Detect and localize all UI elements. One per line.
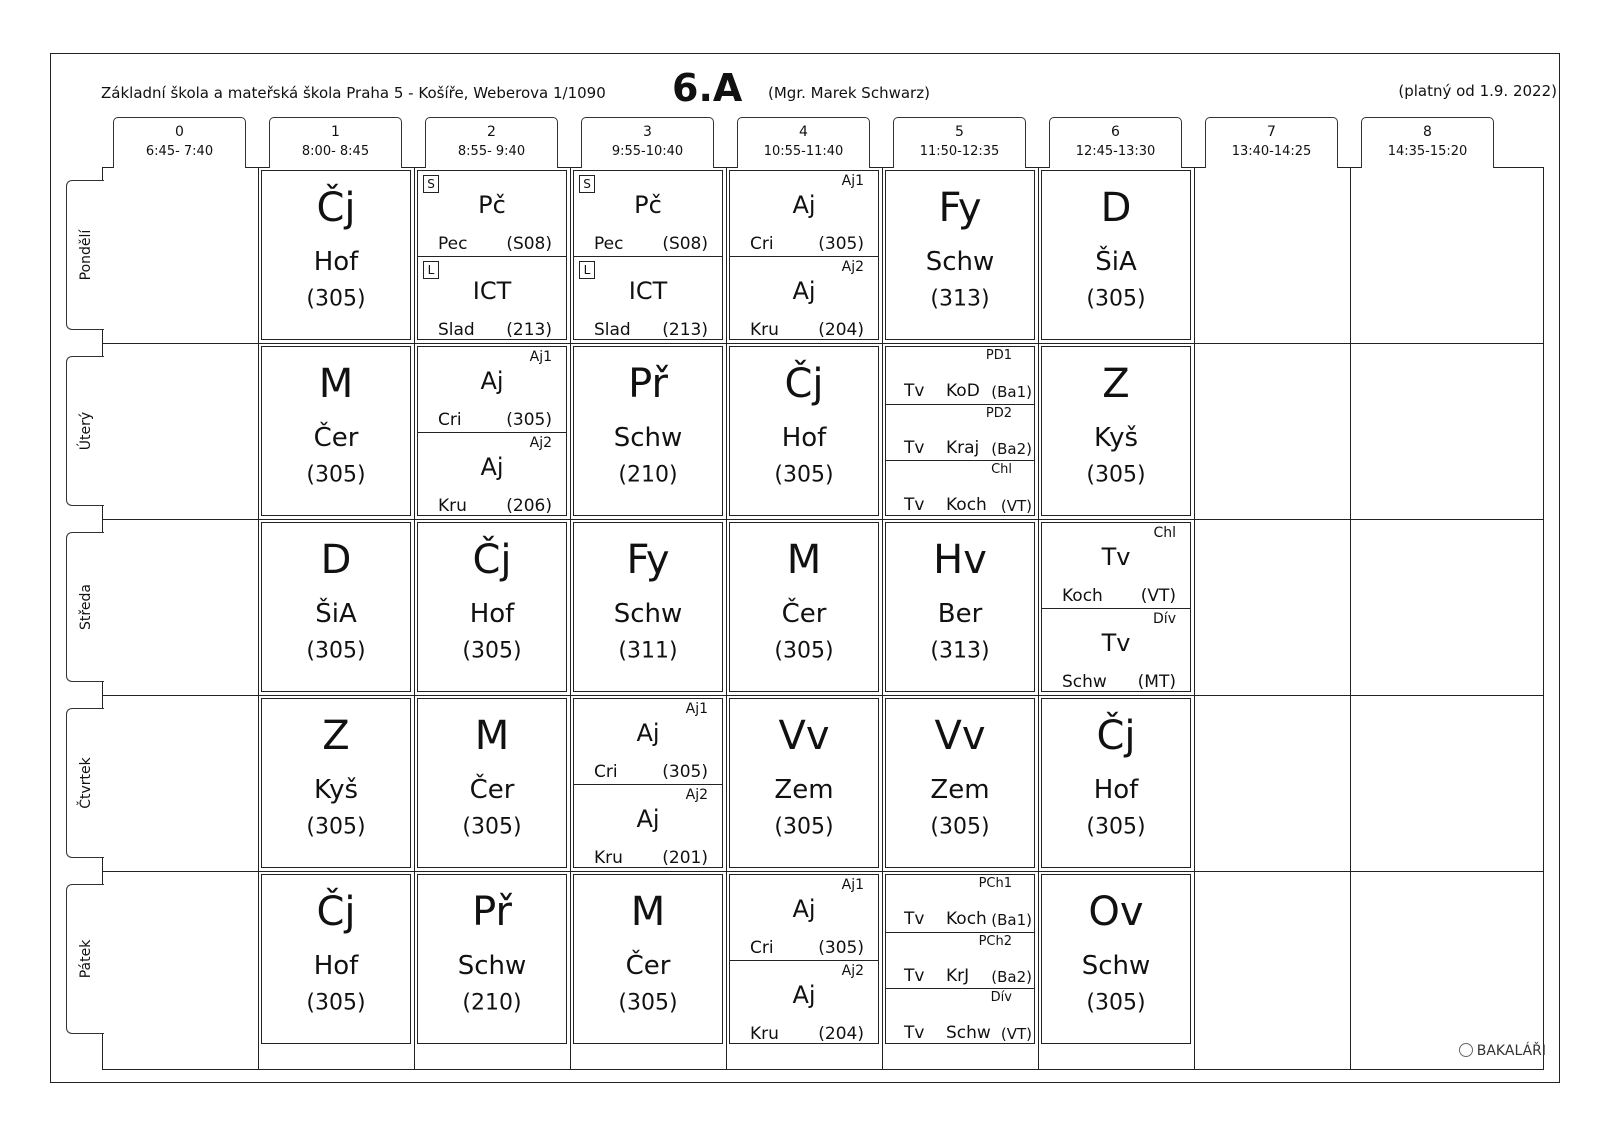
lesson-teacher: Koch: [946, 908, 987, 929]
lesson-subject: Aj: [792, 981, 816, 1009]
lesson-room: (210): [462, 990, 522, 1016]
period-number: 4: [799, 124, 808, 140]
logo-text: BAKALÁŘI: [1476, 1043, 1546, 1059]
day-label-2: [66, 356, 104, 506]
lesson-teacher: Kru: [750, 1024, 779, 1044]
grid-column-line: [1350, 168, 1351, 1069]
lesson-teacher: Schw: [613, 422, 683, 453]
lesson-room: (305): [306, 990, 366, 1016]
lesson-room: (305): [818, 234, 864, 254]
period-header-0: [113, 117, 246, 168]
group-name: PD2: [985, 405, 1012, 421]
lesson-room: (S08): [506, 234, 552, 254]
lesson-group: [730, 171, 878, 256]
lesson-teacher: Kru: [750, 320, 779, 340]
lesson-subject: Fy: [626, 536, 670, 583]
lesson-group: [886, 875, 1034, 932]
lesson-subject: Čj: [784, 360, 824, 407]
lesson-teacher: Kru: [594, 848, 623, 868]
period-number: 6: [1111, 124, 1120, 140]
period-header-5: [893, 117, 1026, 168]
lesson-teacher: Cri: [750, 234, 774, 254]
grid-row-line: [103, 519, 1543, 520]
group-marker: L: [579, 261, 595, 279]
lesson-room: (Ba2): [991, 440, 1032, 459]
lesson-room: (305): [306, 462, 366, 488]
lesson-subject: D: [1100, 184, 1132, 231]
lesson-cell[interactable]: [729, 346, 879, 516]
lesson-teacher: Hof: [313, 246, 359, 277]
period-header-4: [737, 117, 870, 168]
period-number: 1: [331, 124, 340, 140]
lesson-subject: Aj: [636, 805, 660, 833]
lesson-cell[interactable]: [417, 522, 567, 692]
grid-column-line: [570, 168, 571, 1069]
period-header-3: [581, 117, 714, 168]
lesson-subject: Fy: [938, 184, 982, 231]
lesson-group: [1042, 523, 1190, 608]
lesson-subject: Z: [322, 712, 350, 759]
class-teacher: (Mgr. Marek Schwarz): [768, 84, 930, 102]
lesson-teacher: Ber: [937, 598, 983, 629]
lesson-cell[interactable]: [885, 346, 1035, 516]
lesson-room: (305): [1086, 814, 1146, 840]
lesson-teacher: Kru: [438, 496, 467, 516]
group-name: Dív: [1153, 611, 1176, 627]
lesson-cell[interactable]: [885, 170, 1035, 340]
period-time: 12:45-13:30: [1075, 144, 1156, 159]
period-time: 14:35-15:20: [1387, 144, 1468, 159]
lesson-room: (204): [818, 1024, 864, 1044]
lesson-room: (204): [818, 320, 864, 340]
lesson-teacher: Pec: [594, 234, 624, 254]
grid-row-line: [103, 871, 1543, 872]
lesson-room: (305): [930, 814, 990, 840]
lesson-room: (213): [506, 320, 552, 340]
lesson-teacher: Slad: [594, 320, 631, 340]
lesson-room: (313): [930, 638, 990, 664]
lesson-subject: Tv: [904, 1022, 925, 1043]
lesson-cell[interactable]: [573, 346, 723, 516]
period-number: 7: [1267, 124, 1276, 140]
lesson-room: (S08): [662, 234, 708, 254]
period-header-2: [425, 117, 558, 168]
lesson-cell[interactable]: [885, 522, 1035, 692]
group-name: Dív: [990, 990, 1012, 1006]
lesson-room: (VT): [1000, 496, 1032, 515]
lesson-teacher: Cri: [594, 762, 618, 782]
lesson-teacher: Pec: [438, 234, 468, 254]
lesson-room: (311): [618, 638, 678, 664]
lesson-group: [574, 171, 722, 256]
lesson-cell[interactable]: [729, 698, 879, 868]
day-name: Úterý: [77, 411, 94, 451]
lesson-subject: ICT: [628, 277, 668, 305]
lesson-subject: D: [320, 536, 352, 583]
grid-column-line: [882, 168, 883, 1069]
lesson-group: [418, 432, 566, 516]
period-header-8: [1361, 117, 1494, 168]
lesson-group: [574, 699, 722, 784]
period-time: 13:40-14:25: [1231, 144, 1312, 159]
lesson-room: (VT): [1140, 586, 1176, 606]
lesson-room: (305): [774, 462, 834, 488]
lesson-room: (305): [306, 286, 366, 312]
lesson-teacher: Čer: [625, 950, 671, 981]
period-time: 8:00- 8:45: [301, 144, 370, 159]
lesson-cell[interactable]: [417, 346, 567, 516]
grid-column-line: [1194, 168, 1195, 1069]
lesson-room: (305): [306, 638, 366, 664]
lesson-cell[interactable]: [573, 170, 723, 340]
group-name: Aj2: [841, 963, 864, 979]
lesson-group: [574, 784, 722, 868]
day-name: Pátek: [77, 939, 94, 979]
lesson-room: (305): [1086, 286, 1146, 312]
period-number: 2: [487, 124, 496, 140]
lesson-subject: Tv: [904, 966, 925, 987]
valid-from: (platný od 1.9. 2022): [1398, 82, 1557, 100]
lesson-subject: Př: [472, 888, 512, 935]
lesson-room: (Ba1): [991, 382, 1032, 401]
group-name: PCh1: [978, 876, 1012, 891]
lesson-group: [886, 460, 1034, 516]
lesson-subject: M: [786, 536, 822, 583]
school-name: Základní škola a mateřská škola Praha 5 - Košíře, Weberova 1/1090: [101, 84, 606, 102]
period-number: 0: [175, 124, 184, 140]
group-name: Aj1: [841, 877, 864, 893]
lesson-subject: Ov: [1088, 888, 1144, 935]
period-number: 3: [643, 124, 652, 140]
group-name: Chl: [1153, 525, 1176, 541]
lesson-room: (Ba2): [991, 968, 1032, 987]
lesson-subject: Aj: [792, 277, 816, 305]
lesson-subject: Vv: [778, 712, 830, 759]
lesson-subject: Aj: [792, 895, 816, 923]
lesson-subject: M: [318, 360, 354, 407]
lesson-cell[interactable]: [261, 522, 411, 692]
group-name: Aj1: [685, 701, 708, 717]
lesson-teacher: KoD: [946, 380, 980, 401]
lesson-group: [886, 932, 1034, 990]
lesson-cell[interactable]: [729, 170, 879, 340]
lesson-teacher: ŠiA: [1095, 246, 1137, 277]
period-time: 10:55-11:40: [763, 144, 844, 159]
lesson-teacher: Koch: [946, 494, 987, 515]
lesson-group: [730, 875, 878, 960]
period-number: 8: [1423, 124, 1432, 140]
lesson-room: (213): [662, 320, 708, 340]
lesson-group: [418, 347, 566, 432]
lesson-subject: Aj: [636, 719, 660, 747]
lesson-subject: Čj: [316, 888, 356, 935]
lesson-subject: M: [474, 712, 510, 759]
lesson-cell[interactable]: [261, 698, 411, 868]
bakalari-logo: [1459, 1043, 1546, 1059]
lesson-cell[interactable]: [417, 170, 567, 340]
lesson-subject: Vv: [934, 712, 986, 759]
lesson-room: (206): [506, 496, 552, 516]
lesson-group: [730, 960, 878, 1044]
period-time: 6:45- 7:40: [145, 144, 214, 159]
lesson-subject: Tv: [904, 438, 925, 459]
lesson-room: (201): [662, 848, 708, 868]
lesson-room: (305): [774, 638, 834, 664]
lesson-cell[interactable]: [885, 698, 1035, 868]
lesson-subject: Čj: [316, 184, 356, 231]
grid-column-line: [414, 168, 415, 1069]
lesson-cell[interactable]: [573, 698, 723, 868]
grid-column-line: [726, 168, 727, 1069]
lesson-teacher: Hof: [781, 422, 827, 453]
day-name: Středa: [77, 584, 94, 630]
group-name: Aj1: [529, 349, 552, 365]
lesson-cell[interactable]: [417, 874, 567, 1044]
day-label-5: [66, 884, 104, 1034]
lesson-room: (210): [618, 462, 678, 488]
logo-icon: [1459, 1043, 1473, 1057]
lesson-teacher: Schw: [1081, 950, 1151, 981]
lesson-teacher: Schw: [457, 950, 527, 981]
lesson-teacher: Koch: [1062, 586, 1103, 606]
lesson-group: [418, 256, 566, 340]
lesson-teacher: Schw: [613, 598, 683, 629]
group-marker: S: [423, 175, 439, 193]
lesson-room: (305): [662, 762, 708, 782]
grid-column-line: [258, 168, 259, 1069]
lesson-teacher: Kyš: [313, 774, 359, 805]
lesson-subject: Tv: [1101, 629, 1131, 657]
period-header-6: [1049, 117, 1182, 168]
lesson-room: (305): [306, 814, 366, 840]
class-name: 6.A: [672, 66, 743, 110]
lesson-teacher: Kyš: [1093, 422, 1139, 453]
lesson-group: [886, 347, 1034, 404]
day-label-1: [66, 180, 104, 330]
lesson-cell[interactable]: [729, 522, 879, 692]
lesson-cell[interactable]: [261, 346, 411, 516]
lesson-teacher: Čer: [469, 774, 515, 805]
lesson-teacher: Hof: [313, 950, 359, 981]
lesson-room: (305): [774, 814, 834, 840]
lesson-room: (MT): [1137, 672, 1176, 692]
group-name: PD1: [985, 348, 1012, 363]
period-time: 11:50-12:35: [919, 144, 1000, 159]
lesson-subject: Čj: [472, 536, 512, 583]
group-marker: L: [423, 261, 439, 279]
lesson-teacher: Schw: [925, 246, 995, 277]
lesson-teacher: KrJ: [946, 966, 970, 987]
lesson-teacher: Čer: [313, 422, 359, 453]
lesson-cell[interactable]: [261, 874, 411, 1044]
lesson-teacher: Hof: [469, 598, 515, 629]
group-name: Aj2: [685, 787, 708, 803]
day-label-3: [66, 532, 104, 682]
lesson-room: (305): [1086, 462, 1146, 488]
period-time: 9:55-10:40: [611, 144, 684, 159]
lesson-teacher: Cri: [438, 410, 462, 430]
lesson-subject: Z: [1102, 360, 1130, 407]
lesson-room: (VT): [1000, 1024, 1032, 1043]
lesson-teacher: Hof: [1093, 774, 1139, 805]
lesson-subject: ICT: [472, 277, 512, 305]
period-time: 8:55- 9:40: [457, 144, 526, 159]
lesson-cell[interactable]: [1041, 170, 1191, 340]
lesson-teacher: Cri: [750, 938, 774, 958]
lesson-group: [886, 404, 1034, 462]
lesson-subject: Čj: [1096, 712, 1136, 759]
lesson-teacher: ŠiA: [315, 598, 357, 629]
lesson-subject: Tv: [904, 494, 925, 515]
lesson-subject: Pč: [478, 191, 506, 219]
lesson-room: (305): [818, 938, 864, 958]
lesson-group: [574, 256, 722, 340]
lesson-room: (Ba1): [991, 910, 1032, 929]
lesson-subject: Aj: [480, 453, 504, 481]
grid-column-line: [1038, 168, 1039, 1069]
day-name: Čtvrtek: [77, 757, 94, 809]
lesson-subject: Tv: [904, 380, 925, 401]
group-marker: S: [579, 175, 595, 193]
lesson-teacher: Schw: [1062, 672, 1107, 692]
lesson-teacher: Kraj: [946, 438, 980, 459]
lesson-cell[interactable]: [573, 874, 723, 1044]
lesson-subject: M: [630, 888, 666, 935]
lesson-subject: Aj: [480, 367, 504, 395]
period-number: 5: [955, 124, 964, 140]
day-label-4: [66, 708, 104, 858]
group-name: Aj2: [841, 259, 864, 275]
lesson-subject: Hv: [933, 536, 987, 583]
lesson-cell[interactable]: [1041, 698, 1191, 868]
period-header-1: [269, 117, 402, 168]
group-name: Chl: [991, 462, 1012, 478]
lesson-teacher: Schw: [946, 1022, 991, 1043]
group-name: Aj1: [841, 173, 864, 189]
lesson-teacher: Zem: [930, 774, 990, 805]
day-name: Pondělí: [77, 229, 94, 281]
lesson-room: (313): [930, 286, 990, 312]
lesson-room: (305): [506, 410, 552, 430]
lesson-subject: Tv: [1101, 543, 1131, 571]
lesson-teacher: Zem: [774, 774, 834, 805]
lesson-cell[interactable]: [729, 874, 879, 1044]
lesson-cell[interactable]: [573, 522, 723, 692]
lesson-subject: Tv: [904, 908, 925, 929]
lesson-group: [1042, 608, 1190, 692]
grid-row-line: [103, 343, 1543, 344]
group-name: Aj2: [529, 435, 552, 451]
lesson-cell[interactable]: [261, 170, 411, 340]
lesson-teacher: Čer: [781, 598, 827, 629]
lesson-room: (305): [462, 638, 522, 664]
lesson-cell[interactable]: [417, 698, 567, 868]
lesson-subject: Aj: [792, 191, 816, 219]
lesson-group: [886, 988, 1034, 1044]
lesson-room: (305): [1086, 990, 1146, 1016]
lesson-cell[interactable]: [885, 874, 1035, 1044]
lesson-subject: Pč: [634, 191, 662, 219]
lesson-room: (305): [462, 814, 522, 840]
lesson-teacher: Slad: [438, 320, 475, 340]
period-header-7: [1205, 117, 1338, 168]
lesson-cell[interactable]: [1041, 346, 1191, 516]
lesson-room: (305): [618, 990, 678, 1016]
group-name: PCh2: [978, 933, 1012, 949]
grid-row-line: [103, 695, 1543, 696]
lesson-group: [418, 171, 566, 256]
lesson-subject: Př: [628, 360, 668, 407]
lesson-group: [730, 256, 878, 340]
lesson-cell[interactable]: [1041, 522, 1191, 692]
lesson-cell[interactable]: [1041, 874, 1191, 1044]
